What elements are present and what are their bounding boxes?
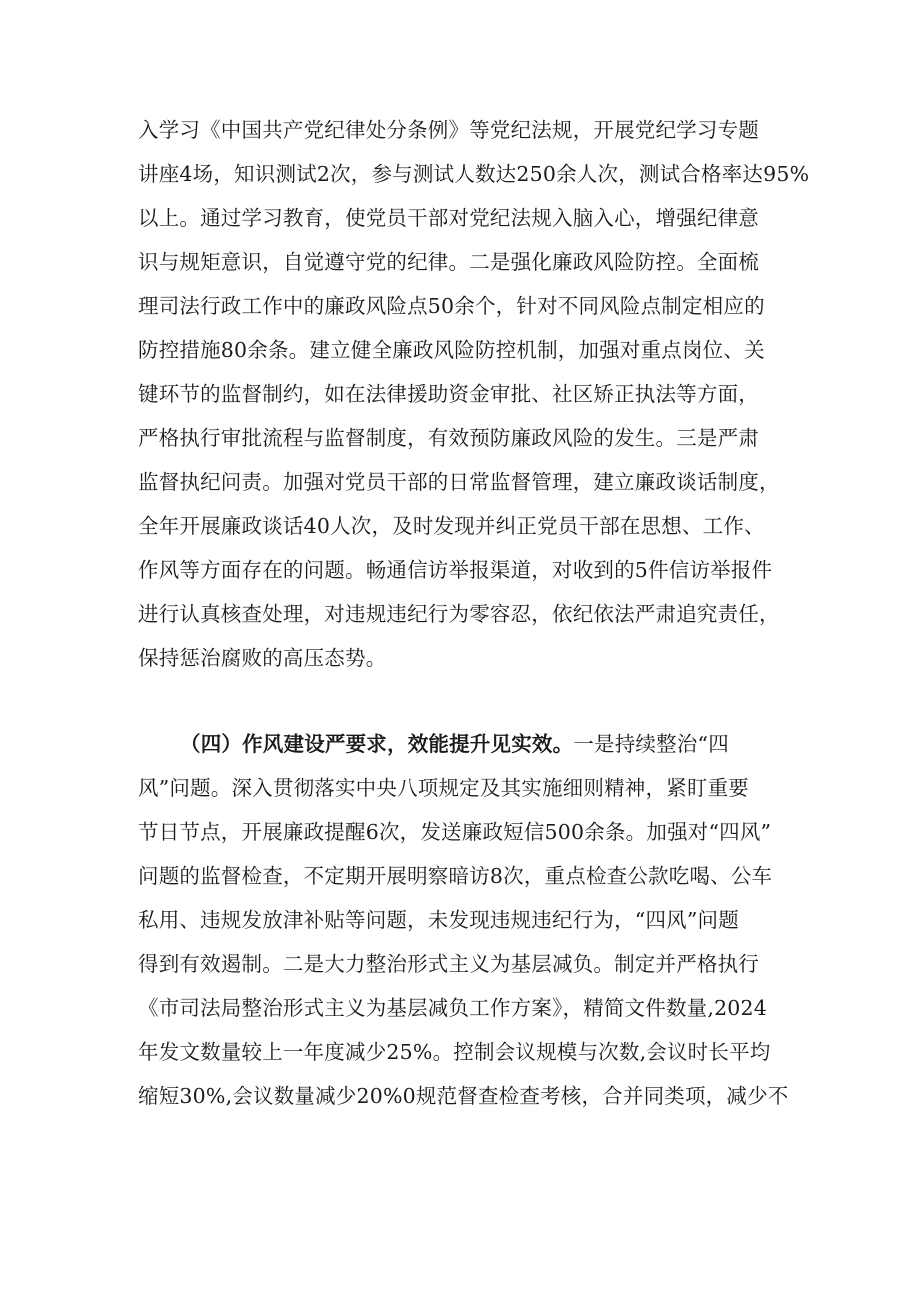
text-line: 风”问题。深入贯彻落实中央八项规定及其实施细则精神，紧盯重要 bbox=[138, 776, 749, 800]
text-line: 进行认真核查处理，对违规违纪行为零容忍，依纪依法严肃追究责任， bbox=[138, 602, 780, 626]
text-line: 严格执行审批流程与监督制度，有效预防廉政风险的发生。三是严肃 bbox=[138, 426, 759, 450]
text-line: 入学习《中国共产党纪律处分条例》等党纪法规，开展党纪学习专题 bbox=[138, 118, 759, 142]
text-line bbox=[180, 730, 729, 758]
text-line: 以上。通过学习教育，使党员干部对党纪法规入脑入心，增强纪律意 bbox=[138, 206, 759, 230]
text-line: 理司法行政工作中的廉政风险点50余个，针对不同风险点制定相应的 bbox=[138, 294, 765, 318]
text-line: 年发文数量较上一年度减少25%。控制会议规模与次数,会议时长平均 bbox=[138, 1040, 771, 1064]
text-line: 问题的监督检查，不定期开展明察暗访8次，重点检查公款吃喝、公车 bbox=[138, 864, 773, 888]
text-line: 《市司法局整治形式主义为基层减负工作方案》，精简文件数量,2024 bbox=[138, 996, 768, 1020]
text-line: 得到有效遏制。二是大力整治形式主义为基层减负。制定并严格执行 bbox=[138, 952, 759, 976]
text-line: 私用、违规发放津补贴等问题，未发现违规违纪行为，“四风”问题 bbox=[138, 908, 739, 932]
text-line: 全年开展廉政谈话40人次，及时发现并纠正党员干部在思想、工作、 bbox=[138, 514, 765, 538]
text-line: 保持惩治腐败的高压态势。 bbox=[138, 646, 387, 670]
text-line: 讲座4场，知识测试2次，参与测试人数达250余人次，测试合格率达95% bbox=[138, 162, 810, 186]
text-line: 节日节点，开展廉政提醒6次，发送廉政短信500余条。加强对“四风” bbox=[138, 820, 772, 844]
text-line: 防控措施80余条。建立健全廉政风险防控机制，加强对重点岗位、关 bbox=[138, 338, 765, 362]
text-line: 监督执纪问责。加强对党员干部的日常监督管理，建立廉政谈话制度， bbox=[138, 470, 780, 494]
text-line: 缩短30%,会议数量减少20%0规范督查检查考核，合并同类项，减少不 bbox=[138, 1084, 789, 1108]
text-line: 键环节的监督制约，如在法律援助资金审批、社区矫正执法等方面， bbox=[138, 382, 759, 406]
text-line: 识与规矩意识，自觉遵守党的纪律。二是强化廉政风险防控。全面梳 bbox=[138, 250, 759, 274]
heading-continuation: 一是持续整治“四 bbox=[573, 732, 729, 756]
section-heading: （四）作风建设严要求，效能提升见实效。 bbox=[180, 732, 574, 756]
text-line: 作风等方面存在的问题。畅通信访举报渠道，对收到的5件信访举报件 bbox=[138, 558, 773, 582]
